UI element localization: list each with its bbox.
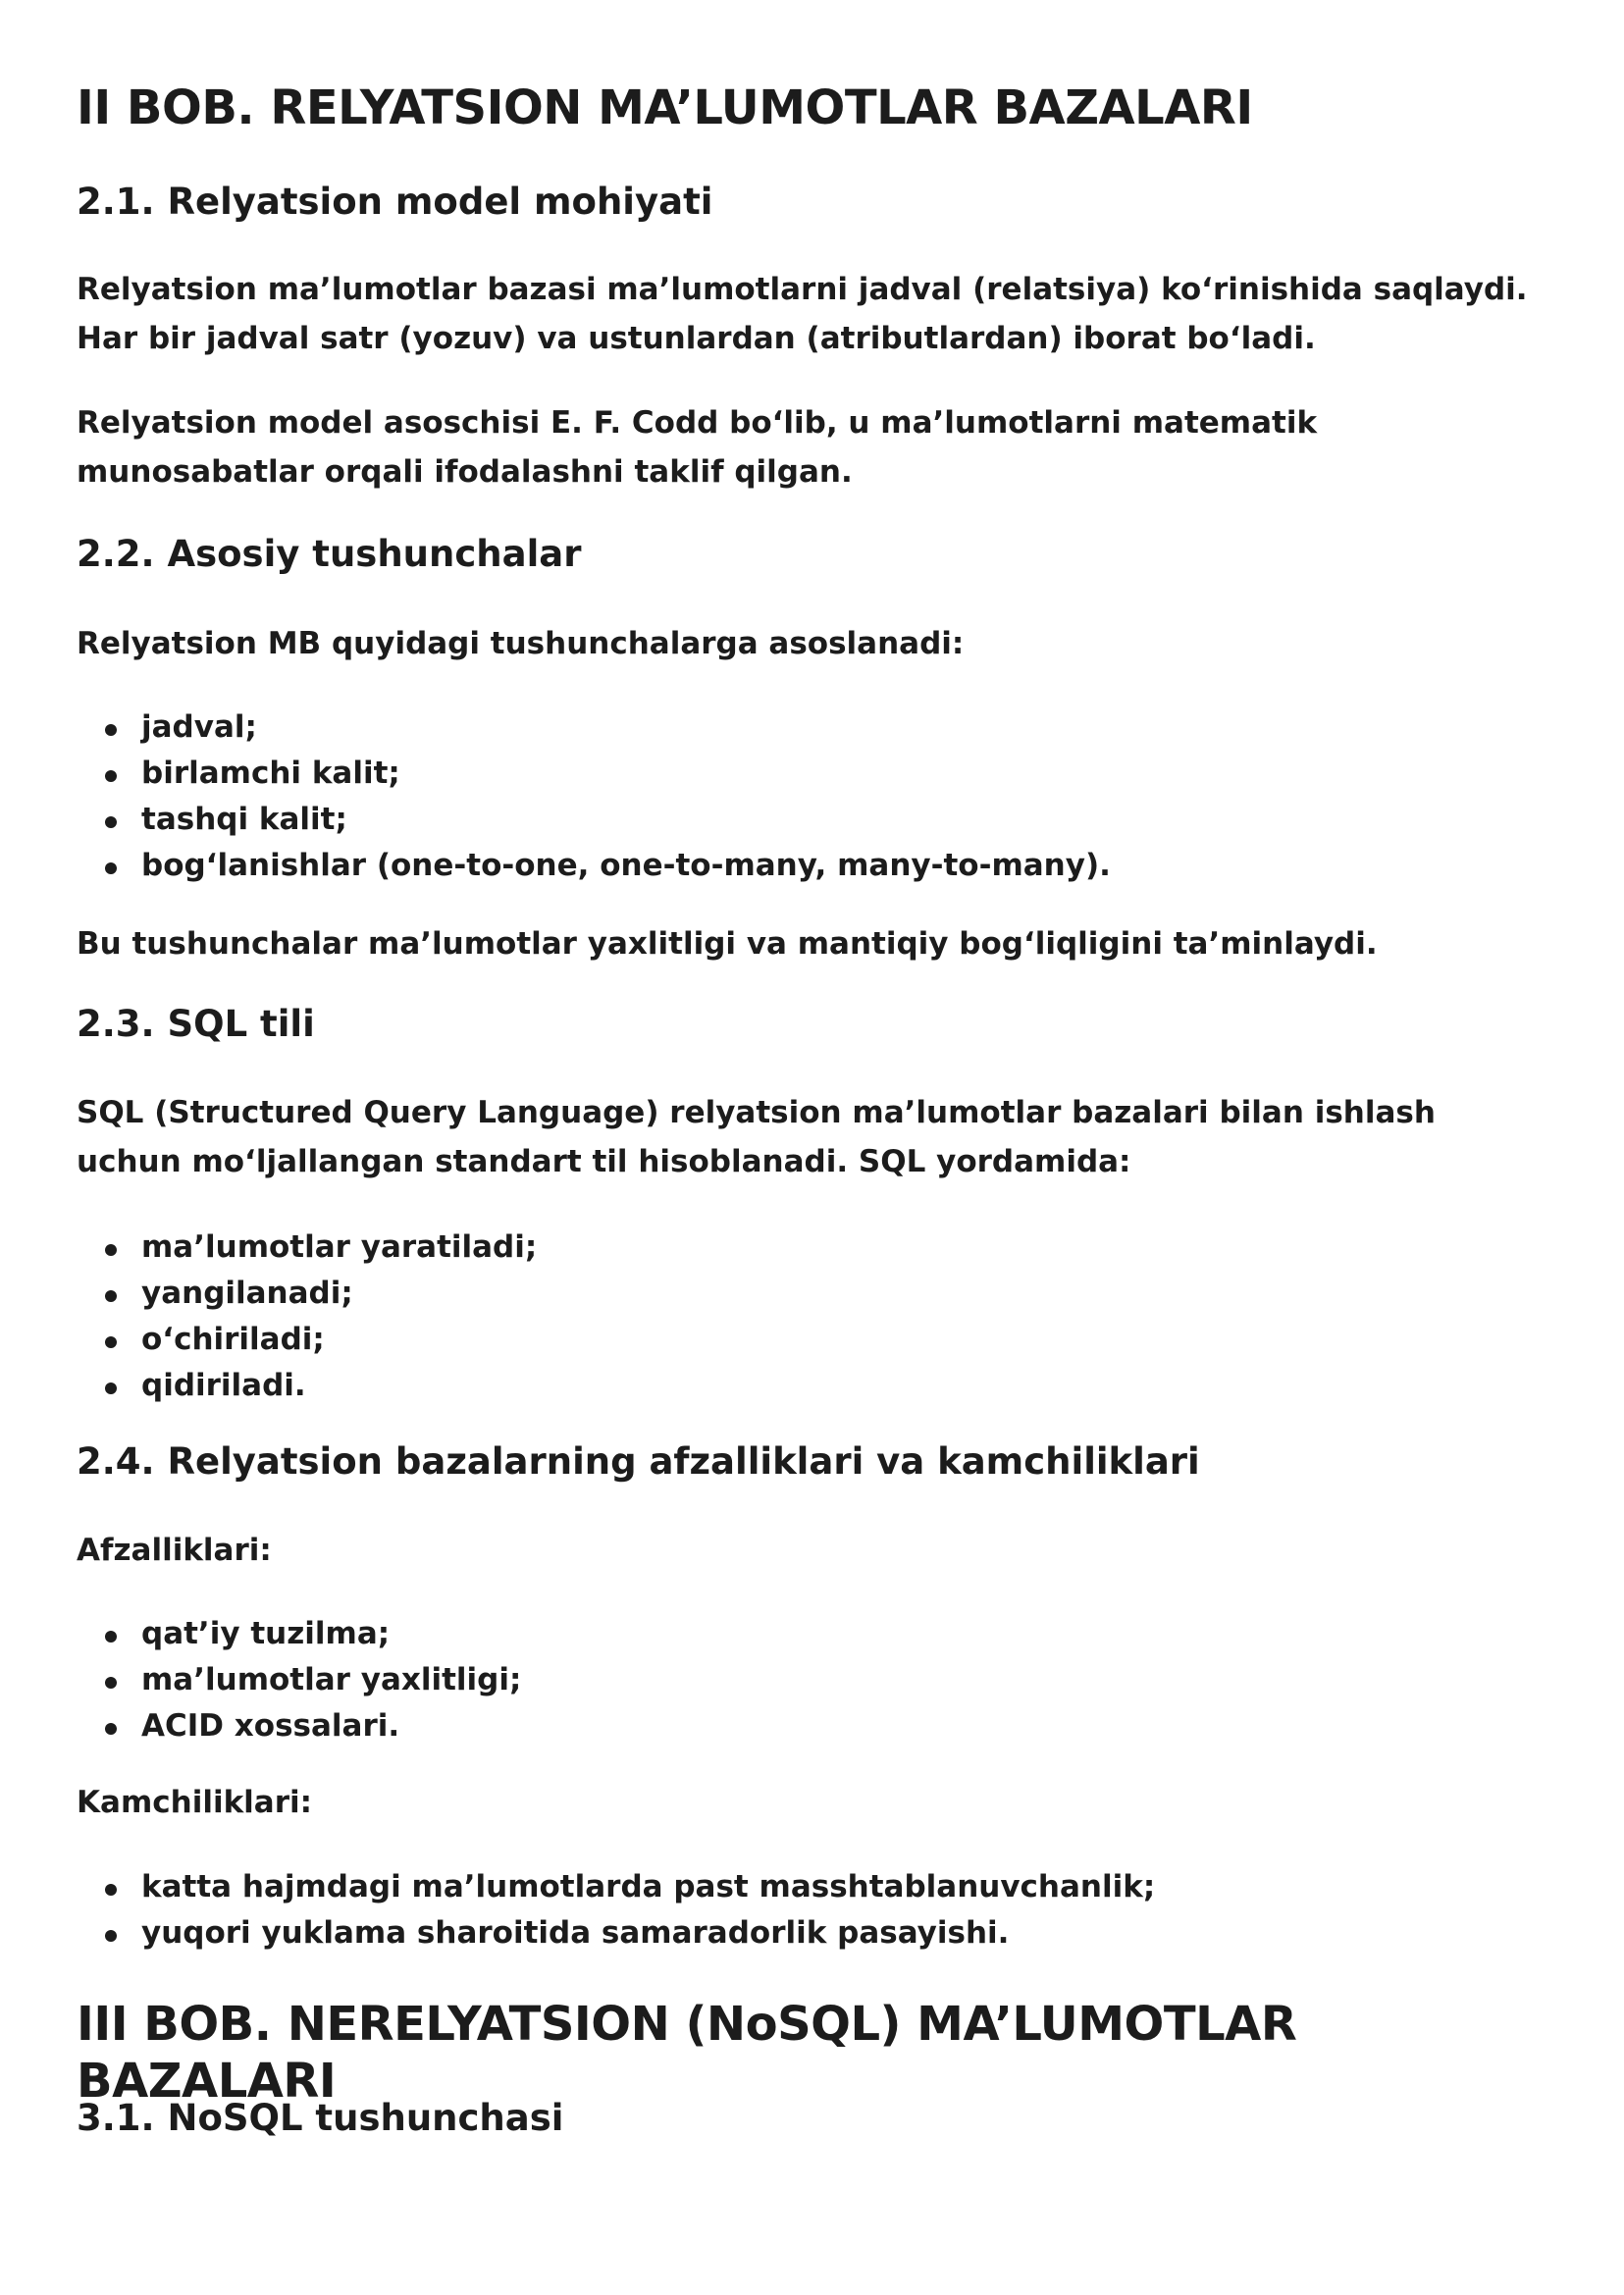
list-item: jadval; bbox=[141, 704, 1613, 751]
section-2-3-intro: SQL (Structured Query Language) relyatsion ma’lumotlar bazalari bilan ishlash uchun moʻljallangan standart til hisoblanadi. SQL yordamida: bbox=[77, 1095, 1436, 1179]
cons-list bbox=[77, 1864, 1613, 1956]
section-2-3-list bbox=[77, 1225, 1613, 1409]
list-item: ma’lumotlar yaxlitligi; bbox=[141, 1657, 1613, 1703]
list-item: katta hajmdagi ma’lumotlarda past masshtablanuvchanlik; bbox=[141, 1864, 1613, 1910]
section-2-2-heading: 2.2. Asosiy tushunchalar bbox=[77, 533, 582, 575]
list-item: oʻchiriladi; bbox=[141, 1317, 1613, 1363]
section-3-1-heading: 3.1. NoSQL tushunchasi bbox=[77, 2097, 564, 2139]
list-item: yangilanadi; bbox=[141, 1271, 1613, 1317]
chapter-2-title: II BOB. RELYATSION MA’LUMOTLAR BAZALARI bbox=[77, 80, 1253, 135]
chapter-3-title: III BOB. NERELYATSION (NoSQL) MA’LUMOTLAR BAZALARI bbox=[77, 1997, 1297, 2109]
section-2-4-heading: 2.4. Relyatsion bazalarning afzalliklari va kamchiliklari bbox=[77, 1440, 1200, 1483]
section-2-2-list bbox=[77, 704, 1613, 889]
cons-label: Kamchiliklari: bbox=[77, 1785, 313, 1820]
list-item: qat’iy tuzilma; bbox=[141, 1611, 1613, 1657]
list-item: yuqori yuklama sharoitida samaradorlik pasayishi. bbox=[141, 1910, 1613, 1956]
list-item: birlamchi kalit; bbox=[141, 751, 1613, 797]
section-2-1-paragraph-1: Relyatsion ma’lumotlar bazasi ma’lumotlarni jadval (relatsiya) koʻrinishida saqlaydi. Har bir jadval satr (yozuv) va ustunlardan (atributlardan) iborat boʻladi. bbox=[77, 272, 1528, 356]
list-item: ACID xossalari. bbox=[141, 1703, 1613, 1749]
section-2-1-paragraph-2: Relyatsion model asoschisi E. F. Codd boʻlib, u ma’lumotlarni matematik munosabatlar orqali ifodalashni taklif qilgan. bbox=[77, 405, 1318, 490]
section-2-3-heading: 2.3. SQL tili bbox=[77, 1003, 315, 1045]
pros-label: Afzalliklari: bbox=[77, 1533, 272, 1568]
section-2-2-outro: Bu tushunchalar ma’lumotlar yaxlitligi va mantiqiy bogʻliqligini ta’minlaydi. bbox=[77, 926, 1378, 962]
list-item: tashqi kalit; bbox=[141, 797, 1613, 843]
section-2-1-heading: 2.1. Relyatsion model mohiyati bbox=[77, 181, 713, 223]
list-item: bogʻlanishlar (one-to-one, one-to-many, many-to-many). bbox=[141, 843, 1613, 889]
section-2-2-intro: Relyatsion MB quyidagi tushunchalarga asoslanadi: bbox=[77, 626, 965, 661]
pros-list bbox=[77, 1611, 1613, 1749]
list-item: qidiriladi. bbox=[141, 1363, 1613, 1409]
list-item: ma’lumotlar yaratiladi; bbox=[141, 1225, 1613, 1271]
